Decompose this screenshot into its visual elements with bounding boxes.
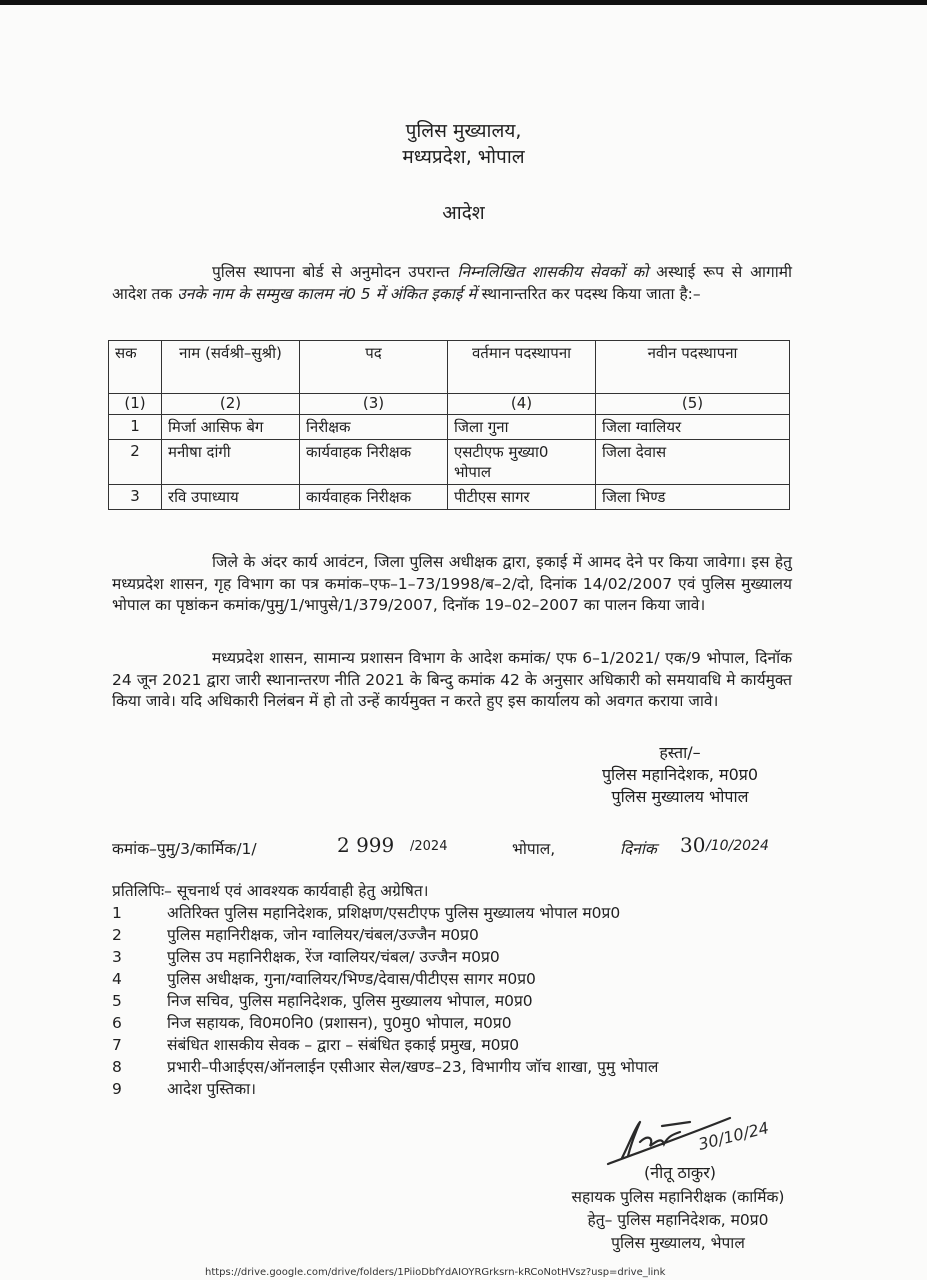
item-number: 8 — [112, 1058, 122, 1076]
cell-post: निरीक्षक — [300, 415, 448, 440]
list-item — [112, 1012, 802, 1034]
order-date-rest: /10/2024 — [706, 838, 769, 854]
cell-current-posting: एसटीएफ मुख्या0 भोपाल — [448, 440, 596, 485]
cell-new-posting: जिला देवास — [596, 440, 790, 485]
signature-block-dgp — [560, 742, 800, 808]
item-number: 6 — [112, 1014, 122, 1032]
cell-name: मिर्जा आसिफ बेग — [162, 415, 300, 440]
order-date-label: दिनांक — [620, 840, 657, 858]
drive-link[interactable]: https://drive.google.com/drive/folders/1PiioDbfYdAIOYRGrksrn-kRCoNotHVsz?usp=drive_link — [205, 1267, 666, 1278]
header-new-posting: नवीन पदस्थापना — [596, 341, 790, 394]
item-text: आदेश पुस्तिका। — [167, 1080, 257, 1098]
order-number-suffix: /2024 — [410, 839, 448, 854]
item-number: 9 — [112, 1080, 122, 1098]
intro-paragraph — [112, 262, 792, 305]
col-number: (1) — [109, 394, 162, 415]
list-item — [112, 1078, 802, 1100]
signatory-on-behalf: हेतु– पुलिस महानिदेशक, म0प्र0 — [587, 1211, 769, 1229]
item-text: अतिरिक्त पुलिस महानिदेशक, प्रशिक्षण/एसटीएफ पुलिस मुख्यालय भोपाल म0प्र0 — [167, 904, 621, 922]
list-item — [112, 990, 802, 1012]
col-number: (3) — [300, 394, 448, 415]
intro-text-3: अस्थाई रूप से आगामी आदेश तक — [112, 263, 792, 303]
table-row — [109, 485, 790, 510]
cell-name: रवि उपाध्याय — [162, 485, 300, 510]
header-serial: सक — [109, 341, 162, 394]
cell-current-posting: जिला गुना — [448, 415, 596, 440]
list-item — [112, 924, 802, 946]
copy-to-section — [112, 880, 802, 1100]
table-header-row — [109, 341, 790, 394]
cell-post: कार्यवाहक निरीक्षक — [300, 485, 448, 510]
intro-text-4: उनके नाम के सम्मुख कालम नं0 5 में अंकित इकाई में — [177, 284, 477, 303]
item-text: पुलिस अधीक्षक, गुना/ग्वालियर/भिण्ड/देवास/पीटीएस सागर म0प्र0 — [167, 970, 536, 988]
cell-serial: 2 — [109, 440, 162, 485]
relieving-paragraph: मध्यप्रदेश शासन, सामान्य प्रशासन विभाग के आदेश कमांक/ एफ 6–1/2021/ एक/9 भोपाल, दिनॉक 24 जून 2021 द्वारा जारी स्थानान्तरण नीति 2021 के बिन्दु कमांक 42 के अनुसार अधिकारी को समयावधि मे कार्यमुक्त किया जावे। यदि अधिकारी निलंबन में हो तो उन्हें कार्यमुक्त न करते हुए इस कार्यालय को अवगत कराया जावे। — [112, 649, 792, 710]
handwritten-date: 30/10/24 — [696, 1118, 771, 1154]
signatory-office: पुलिस मुख्यालय भोपाल — [611, 787, 749, 806]
header-name: नाम (सर्वश्री–सुश्री) — [162, 341, 300, 394]
col-number: (4) — [448, 394, 596, 415]
list-item — [112, 1056, 802, 1078]
item-number: 1 — [112, 904, 122, 922]
item-number: 7 — [112, 1036, 122, 1054]
cell-new-posting: जिला भिण्ड — [596, 485, 790, 510]
intro-text-2: निम्नलिखित शासकीय सेवकों को — [457, 263, 649, 281]
document-title: आदेश — [442, 202, 485, 224]
col-number: (5) — [596, 394, 790, 415]
signatory-designation: सहायक पुलिस महानिरीक्षक (कार्मिक) — [571, 1188, 785, 1206]
transfer-table — [108, 340, 790, 510]
order-place: भोपाल, — [512, 840, 556, 858]
cell-current-posting: पीटीएस सागर — [448, 485, 596, 510]
copy-to-heading-text: प्रतिलिपिः– सूचनार्थ एवं आवश्यक कार्यवाही हेतु अग्रेषित। — [112, 882, 429, 900]
order-date-handwritten: 30 — [680, 833, 706, 857]
intro-text-1: पुलिस स्थापना बोर्ड से अनुमोदन उपरान्त — [212, 263, 458, 281]
copy-to-heading — [112, 880, 802, 902]
signed-label: हस्ता/– — [659, 743, 701, 762]
org-name-line1: पुलिस मुख्यालय, — [405, 120, 522, 142]
signature-block-aig — [560, 1162, 800, 1184]
cell-name: मनीषा दांगी — [162, 440, 300, 485]
col-number: (2) — [162, 394, 300, 415]
column-number-row — [109, 394, 790, 415]
item-text: पुलिस महानिरीक्षक, जोन ग्वालियर/चंबल/उज्जैन म0प्र0 — [167, 926, 479, 944]
list-item — [112, 946, 802, 968]
top-border — [0, 0, 927, 5]
item-number: 5 — [112, 992, 122, 1010]
item-number: 4 — [112, 970, 122, 988]
cell-serial: 1 — [109, 415, 162, 440]
signatory-name: (नीतू ठाकुर) — [644, 1163, 716, 1182]
handwritten-signature — [600, 1112, 790, 1168]
item-text: संबंधित शासकीय सेवक – द्वारा – संबंधित इकाई प्रमुख, म0प्र0 — [167, 1036, 520, 1054]
cell-serial: 3 — [109, 485, 162, 510]
cell-post: कार्यवाहक निरीक्षक — [300, 440, 448, 485]
item-number: 2 — [112, 926, 122, 944]
org-name-line2: मध्यप्रदेश, भोपाल — [402, 146, 525, 168]
intro-text-5: स्थानान्तरित कर पदस्थ किया जाता है:– — [476, 284, 701, 303]
table-row — [109, 415, 790, 440]
cell-new-posting: जिला ग्वालियर — [596, 415, 790, 440]
item-number: 3 — [112, 948, 122, 966]
list-item — [112, 1034, 802, 1056]
signatory-office: पुलिस मुख्यालय, भेपाल — [611, 1234, 745, 1252]
item-text: पुलिस उप महानिरीक्षक, रेंज ग्वालियर/चंबल/ उज्जैन म0प्र0 — [167, 948, 500, 966]
item-text: निज सचिव, पुलिस महानिदेशक, पुलिस मुख्यालय भोपाल, म0प्र0 — [167, 992, 533, 1010]
allocation-paragraph: जिले के अंदर कार्य आवंटन, जिला पुलिस अधीक्षक द्वारा, इकाई में आमद देने पर किया जावेगा। इस हेतु मध्यप्रदेश शासन, गृह विभाग का पत्र कमांक–एफ–1–73/1998/ब–2/दो, दिनांक 14/02/2007 एवं पुलिस मुख्यालय भोपाल का पृष्ठांकन कमांक/पुमु/1/भापुसे/1/379/2007, दिनॉक 19–02–2007 का पालन किया जावे। — [112, 553, 792, 614]
signatory-designation: पुलिस महानिदेशक, म0प्र0 — [601, 765, 759, 784]
signatory-designation-block — [548, 1186, 808, 1255]
list-item — [112, 902, 802, 924]
table-row — [109, 440, 790, 485]
list-item — [112, 968, 802, 990]
header-post: पद — [300, 341, 448, 394]
item-text: प्रभारी–पीआईएस/ऑनलाईन एसीआर सेल/खण्ड–23, विभागीय जॉच शाखा, पुमु भोपाल — [167, 1058, 659, 1076]
order-number-prefix: कमांक–पुमु/3/कार्मिक/1/ — [112, 840, 257, 858]
item-text: निज सहायक, वि0म0नि0 (प्रशासन), पु0मु0 भोपाल, म0प्र0 — [167, 1014, 512, 1032]
order-number-handwritten: 2 999 — [337, 833, 395, 857]
header-current-posting: वर्तमान पदस्थापना — [448, 341, 596, 394]
